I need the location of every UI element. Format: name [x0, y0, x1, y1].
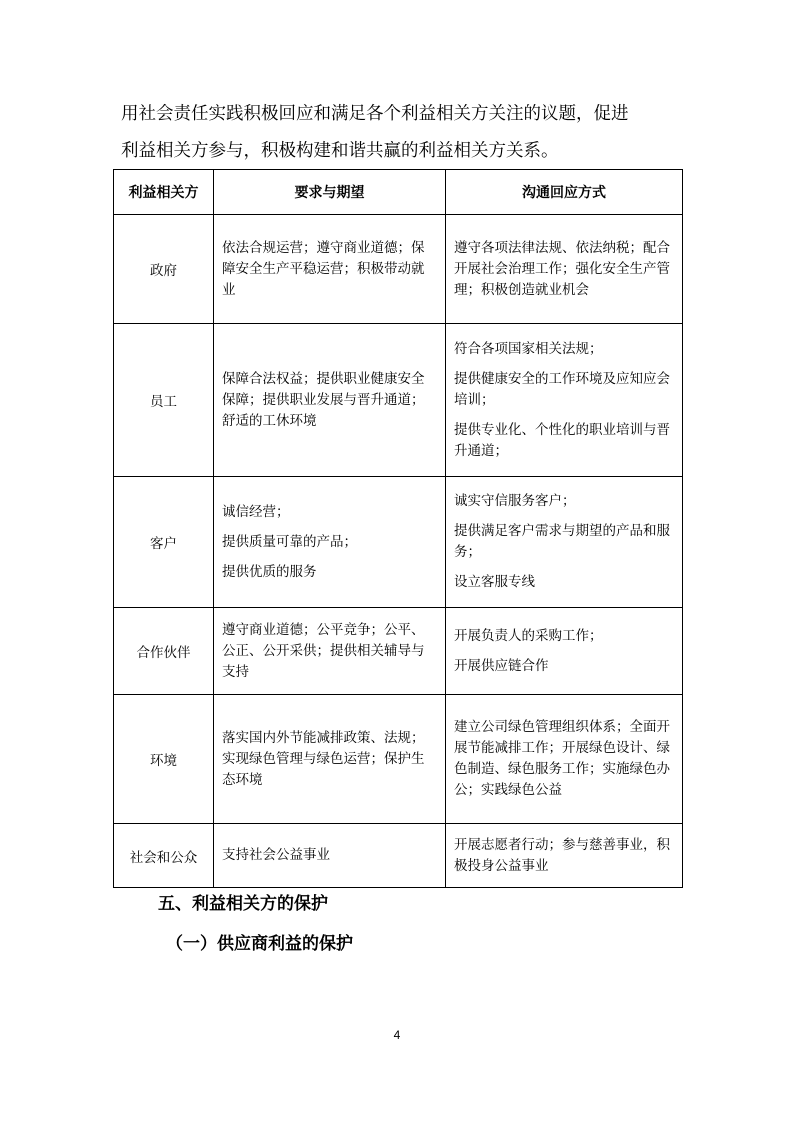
response-text: 提供健康安全的工作环境及应知应会培训；	[454, 370, 670, 408]
responses-cell	[446, 477, 683, 608]
header-responses: 沟通回应方式	[446, 170, 683, 215]
expectation-text: 支持社会公益事业	[222, 847, 330, 863]
expectation-text: 提供质量可靠的产品；	[222, 533, 357, 550]
expectations-cell	[214, 695, 446, 824]
header-expectations: 要求与期望	[214, 170, 446, 215]
expectations-cell	[214, 824, 446, 888]
expectation-text: 保障合法权益；提供职业健康安全保障；提供职业发展与晋升通道；舒适的工休环境	[222, 370, 425, 429]
stakeholder-cell: 客户	[114, 477, 214, 608]
intro-line-2: 利益相关方参与，积极构建和谐共赢的利益相关方关系。	[121, 141, 559, 161]
table-row	[114, 695, 683, 824]
expectation-text: 提供优质的服务	[222, 563, 317, 580]
response-text: 开展供应链合作	[454, 657, 549, 674]
responses-cell	[446, 695, 683, 824]
response-text: 诚实守信服务客户；	[454, 493, 576, 509]
response-text: 开展负责人的采购工作；	[454, 627, 603, 644]
intro-line-1: 用社会责任实践积极回应和满足各个利益相关方关注的议题，促进	[121, 104, 629, 124]
table-row	[114, 824, 683, 888]
responses-cell	[446, 324, 683, 477]
stakeholder-cell: 社会和公众	[114, 824, 214, 888]
expectations-cell	[214, 324, 446, 477]
response-text: 遵守各项法律法规、依法纳税；配合开展社会治理工作；强化安全生产管理；积极创造就业机会	[454, 239, 670, 298]
stakeholder-cell: 环境	[114, 695, 214, 824]
table-row	[114, 324, 683, 477]
expectation-text: 诚信经营；	[222, 503, 290, 520]
subsection-heading: （一）供应商利益的保护	[166, 934, 353, 954]
response-text: 开展志愿者行动；参与慈善事业，积极投身公益事业	[454, 836, 670, 874]
table-header-row	[114, 170, 683, 215]
response-text: 设立客服专线	[454, 574, 535, 590]
responses-cell	[446, 608, 683, 695]
table-row	[114, 608, 683, 695]
stakeholder-cell: 员工	[114, 324, 214, 477]
page-number: 4	[393, 1028, 401, 1042]
response-text: 提供专业化、个性化的职业培训与晋升通道；	[454, 421, 670, 459]
expectations-cell	[214, 215, 446, 324]
stakeholder-table	[113, 169, 683, 888]
response-text: 符合各项国家相关法规；	[454, 340, 603, 357]
intro-paragraph	[121, 96, 681, 170]
expectations-cell	[214, 477, 446, 608]
stakeholder-cell: 政府	[114, 215, 214, 324]
expectation-text: 遵守商业道德；公平竞争；公平、公正、公开采供；提供相关辅导与支持	[222, 621, 425, 680]
response-text: 建立公司绿色管理组织体系；全面开展节能减排工作；开展绿色设计、绿色制造、绿色服务工作；实施绿色办公；实践绿色公益	[454, 719, 670, 798]
expectation-text: 依法合规运营；遵守商业道德；保障安全生产平稳运营；积极带动就业	[222, 239, 425, 298]
table-row	[114, 477, 683, 608]
section-heading: 五、利益相关方的保护	[158, 894, 328, 914]
header-stakeholder: 利益相关方	[114, 170, 214, 215]
responses-cell	[446, 824, 683, 888]
response-text: 提供满足客户需求与期望的产品和服务；	[454, 523, 670, 560]
table-row	[114, 215, 683, 324]
stakeholder-cell: 合作伙伴	[114, 608, 214, 695]
responses-cell	[446, 215, 683, 324]
expectation-text: 落实国内外节能减排政策、法规；实现绿色管理与绿色运营；保护生态环境	[222, 729, 425, 788]
expectations-cell	[214, 608, 446, 695]
